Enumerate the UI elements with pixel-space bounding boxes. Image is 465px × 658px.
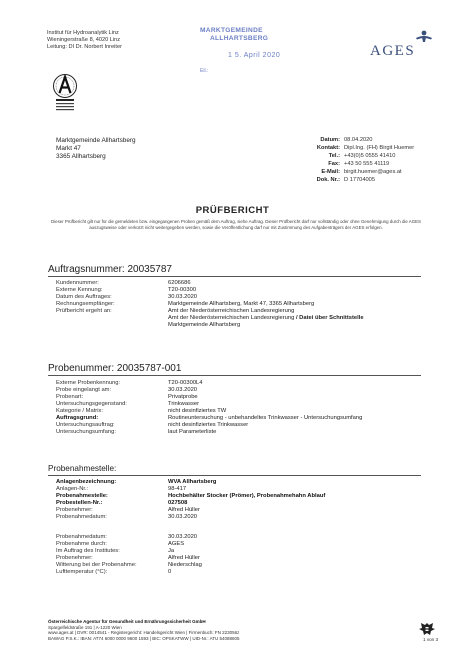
contact-block: [252, 136, 414, 184]
footer: [48, 619, 240, 641]
detail-row: [56, 408, 362, 415]
detail-value: Routineuntersuchung - unbehandeltes Trinkwasser - Untersuchungsumfang: [168, 415, 363, 421]
detail-row: [56, 308, 364, 315]
footer-bank: BAWAG P.S.K.: IBAN: AT74 6000 0000 9600 1593 | BIC: OPSKATWW | UID-Nr.: ATU 54088605: [48, 635, 240, 641]
contact-label: Dok. Nr.:: [316, 177, 340, 183]
detail-label: Untersuchungsauftrag:: [56, 422, 115, 428]
contact-value: +43(0)5 0555 41410: [344, 153, 396, 159]
contact-value: 08.04.2020: [344, 137, 373, 143]
stamp-line-3: Eil.:: [200, 68, 209, 74]
detail-value: Amt der Niederösterreichischen Landesregierung / Datei über Schnittstelle: [168, 315, 364, 321]
divider: [48, 475, 421, 476]
detail-value: Privatprobe: [168, 394, 198, 400]
detail-row: [56, 429, 362, 436]
recipient-address: [56, 137, 136, 161]
footer-register: www.ages.at | DVR: 0014541 - Registergericht: Handelsgericht Wien | Firmenbuch: FN 223056z: [48, 630, 240, 636]
detail-value: 6206686: [168, 280, 191, 286]
sampling-site-details: [56, 479, 325, 521]
detail-row: [56, 380, 362, 387]
report-intro: Dieser Prüfbericht gilt nur für die gemeldeten bzw. eingegangenen Proben gemäß dem Auftrag, siehe Auftrag. Dieser Prüfbericht darf nur vollständig oder ohne Genehmigung durch die AGES auszugsweise oder verkürzt nicht weitergegeben werden, sowie die Veröffentlichung darf nur mit Zustimmung des Aufgabenträgers der AGES erfolgen.: [50, 219, 421, 231]
detail-row: [56, 493, 325, 500]
detail-label: Lufttemperatur (°C):: [56, 569, 108, 575]
detail-label: Probe eingelangt am:: [56, 387, 112, 393]
institute-name: Institut für Hydroanalytik Linz: [47, 30, 119, 36]
footer-address: Spargelfeldstraße 191 | A-1220 Wien: [48, 624, 122, 630]
contact-value: +43 50 555 41119: [344, 161, 390, 167]
detail-label: Probenehmer:: [56, 555, 93, 561]
detail-row: [56, 294, 364, 301]
institute-block: [47, 30, 122, 51]
contact-label: E-Mail:: [321, 169, 340, 175]
contact-label: Datum:: [320, 137, 340, 143]
detail-row: [56, 569, 202, 576]
detail-row: [56, 280, 364, 287]
sampling-site-heading: Probenahmestelle:: [48, 464, 117, 473]
contact-row: [252, 144, 414, 152]
report-title: PRÜFBERICHT: [195, 205, 270, 216]
stamp-date: 1 5. April 2020: [228, 52, 281, 59]
footer-company: Österreichische Agentur für Gesundheit und Ernährungssicherheit GmbH: [48, 619, 206, 624]
detail-value: Marktgemeinde Allhartsberg: [168, 322, 241, 328]
institute-address: Wieningerstraße 8, 4020 Linz: [47, 37, 121, 43]
detail-row: [56, 287, 364, 294]
contact-value: birgit.huemer@ages.at: [344, 169, 402, 175]
detail-row: [56, 500, 325, 507]
detail-value: 30.03.2020: [168, 514, 198, 520]
detail-row: [56, 548, 202, 555]
detail-row: [56, 514, 325, 521]
detail-label: Probestellen-Nr.:: [56, 500, 103, 506]
contact-label: Fax:: [328, 161, 340, 167]
sampling-details: [56, 534, 202, 576]
detail-value: T20-00300: [168, 287, 197, 293]
contact-row: [252, 136, 414, 144]
detail-label: Im Auftrag des Institutes:: [56, 548, 120, 554]
detail-value: Alfred Hüller: [168, 507, 200, 513]
detail-row: [56, 422, 362, 429]
detail-value: Marktgemeinde Allhartsberg, Markt 47, 3365 Allhartsberg: [168, 301, 315, 307]
sample-details: [56, 380, 362, 436]
sample-number-heading: Probenummer: 20035787-001: [48, 363, 182, 374]
detail-value: Alfred Hüller: [168, 555, 200, 561]
detail-row: [56, 401, 362, 408]
detail-row: [56, 534, 202, 541]
detail-row: [56, 301, 364, 308]
detail-value: laut Parameterliste: [168, 429, 217, 435]
detail-label: Untersuchungsgegenstand:: [56, 401, 127, 407]
detail-label: Untersuchungsumfang:: [56, 429, 116, 435]
detail-label: [56, 315, 168, 322]
detail-value: T20-00300L4: [168, 380, 203, 386]
detail-row: [56, 315, 364, 322]
detail-row: [56, 486, 325, 493]
contact-row: [252, 176, 414, 184]
detail-label: Probenahmedatum:: [56, 514, 107, 520]
order-number-heading: Auftragsnummer: 20035787: [48, 264, 172, 275]
contact-row: [252, 160, 414, 168]
recipient-street: Markt 47: [56, 145, 81, 152]
detail-label: Datum des Auftrages:: [56, 294, 112, 300]
ages-wordmark: AGES: [370, 43, 416, 58]
detail-value: nicht desinfiziertes Trinkwasser: [168, 422, 249, 428]
order-details: [56, 280, 364, 329]
detail-label: Probenahmestelle:: [56, 493, 108, 499]
recipient-city: 3365 Allhartsberg: [56, 153, 106, 160]
detail-value: Hochbehälter Stocker (Prömer), Probenahmehahn Ablauf: [168, 493, 326, 499]
ages-logo-icon: [366, 28, 446, 58]
detail-value: 30.03.2020: [168, 294, 198, 300]
detail-row: [56, 555, 202, 562]
accreditation-logo-icon: [52, 68, 78, 118]
detail-value: Amt der Niederösterreichischen Landesregierung: [168, 308, 295, 314]
detail-value: Ja: [168, 548, 175, 554]
detail-label: [56, 322, 168, 329]
detail-row: [56, 562, 202, 569]
detail-label: Probenahmedatum:: [56, 534, 107, 540]
detail-label: Kundennummer:: [56, 280, 99, 286]
detail-label: Anlagenbezeichnung:: [56, 479, 117, 485]
detail-label: Rechnungsempfänger:: [56, 301, 115, 307]
contact-value: D 17704005: [344, 177, 375, 183]
detail-label: Probenehmer:: [56, 507, 93, 513]
detail-row: [56, 394, 362, 401]
detail-label: Probenart:: [56, 394, 84, 400]
contact-label: Tel.:: [328, 153, 340, 159]
detail-value: 98-417: [168, 486, 187, 492]
divider: [48, 276, 421, 277]
detail-label: Kategorie / Matrix:: [56, 408, 104, 414]
detail-value: 30.03.2020: [168, 534, 198, 540]
detail-row: [56, 387, 362, 394]
institute-lead: Leitung: DI Dr. Norbert Inreiter: [47, 44, 122, 50]
detail-label: Witterung bei der Probenahme:: [56, 562, 137, 568]
contact-row: [252, 168, 414, 176]
divider: [48, 375, 421, 376]
detail-value: WVA Allhartsberg: [168, 479, 217, 485]
detail-value: 027508: [168, 500, 188, 506]
detail-value: AGES: [168, 541, 185, 547]
detail-value: 0: [168, 569, 172, 575]
detail-value: 30.03.2020: [168, 387, 198, 393]
stamp-line-1: MARKTGEMEINDE: [200, 27, 263, 34]
detail-row: [56, 322, 364, 329]
received-stamp: [200, 27, 290, 77]
contact-value: Dipl.Ing. (FH) Birgit Huemer: [344, 145, 415, 151]
detail-label: Externe Kennung:: [56, 287, 103, 293]
contact-label: Kontakt:: [316, 145, 340, 151]
detail-value: nicht desinfiziertes TW: [168, 408, 227, 414]
detail-label: Prüfbericht ergeht an:: [56, 308, 112, 314]
detail-label: Probenahme durch:: [56, 541, 107, 547]
detail-row: [56, 507, 325, 514]
austrian-eagle-icon: [418, 621, 436, 637]
detail-row: [56, 415, 362, 422]
detail-value: Niederschlag: [168, 562, 202, 568]
contact-row: [252, 152, 414, 160]
stamp-line-2: ALLHARTSBERG: [210, 35, 269, 42]
detail-label: Anlagen-Nr.:: [56, 486, 89, 492]
detail-row: [56, 479, 325, 486]
detail-row: [56, 541, 202, 548]
detail-label: Externe Probenkennung:: [56, 380, 121, 386]
recipient-name: Marktgemeinde Allhartsberg: [56, 137, 136, 144]
page-number: 1 von 3: [423, 637, 439, 642]
detail-value: Trinkwasser: [168, 401, 200, 407]
detail-label: Auftragsgrund:: [56, 415, 99, 421]
